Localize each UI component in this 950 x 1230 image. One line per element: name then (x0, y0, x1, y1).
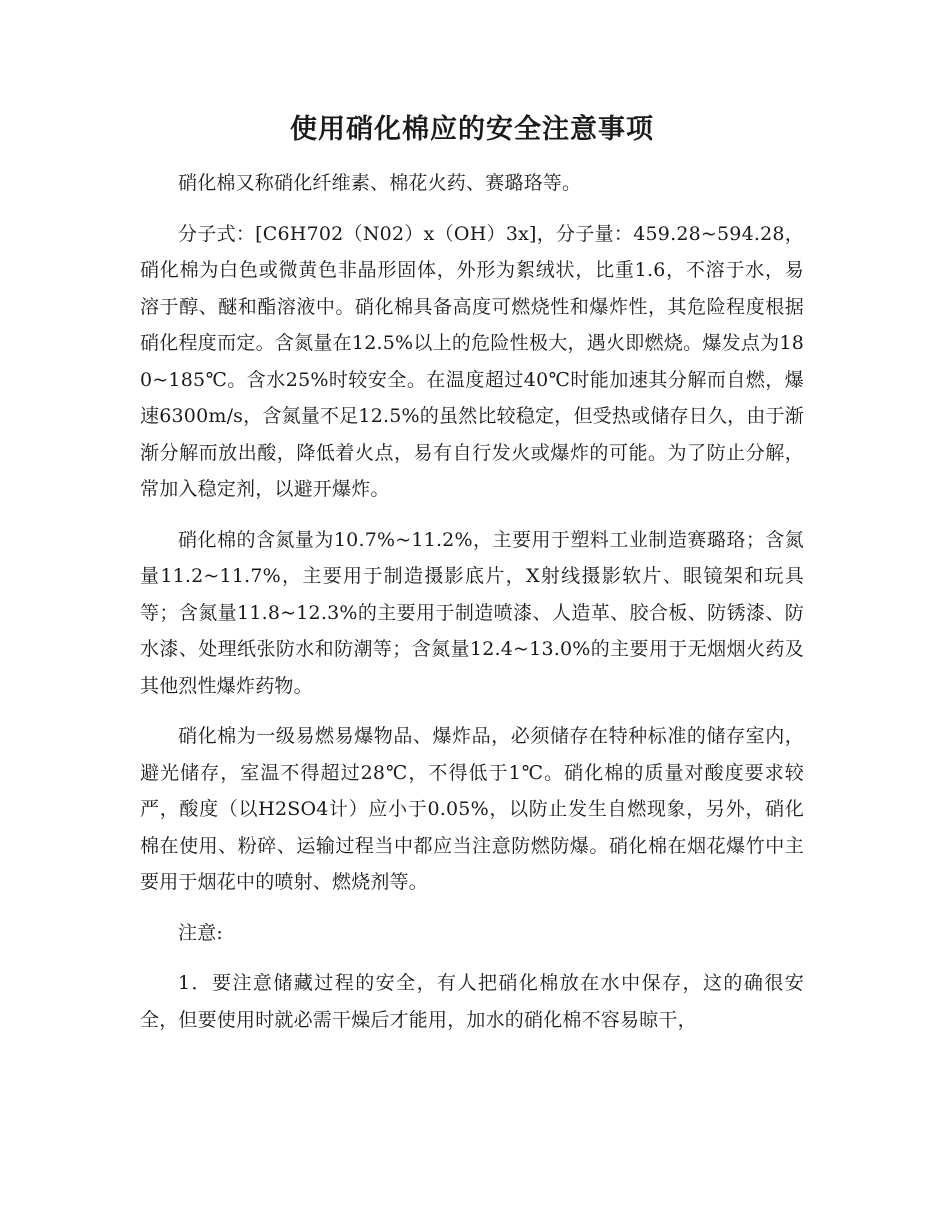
paragraph-note-heading: 注意: (178, 921, 224, 944)
paragraph-nitrogen-content: 硝化棉的含氮量为10.7%~11.2%，主要用于塑料工业制造赛璐珞；含氮量11.2~11.7%，主要用于制造摄影底片，X射线摄影软片、眼镜架和玩具等；含氮量11.8~12.3%的主要用于制造喷漆、人造革、胶合板、防锈漆、防水漆、处理纸张防水和防潮等；含氮量12.4~13.0%的主要用于无烟烟火药及其他烈性爆炸药物。 (140, 528, 804, 697)
paragraph-intro: 硝化棉又称硝化纤维素、棉花火药、赛璐珞等。 (178, 172, 582, 194)
paragraph-note-1: 1．要注意储藏过程的安全，有人把硝化棉放在水中保存，这的确很安全，但要使用时就必需干燥后才能用，加水的硝化棉不容易晾干， (140, 972, 804, 1031)
document-page (140, 108, 804, 1052)
document-title: 使用硝化棉应的安全注意事项 (290, 114, 654, 145)
paragraph-storage: 硝化棉为一级易燃易爆物品、爆炸品，必须储存在特种标准的储存室内，避光储存，室温不得超过28℃，不得低于1℃。硝化棉的质量对酸度要求较严，酸度（以H2SO4计）应小于0.05%，以防止发生自燃现象，另外，硝化棉在使用、粉碎、运输过程当中都应当注意防燃防爆。硝化棉在烟花爆竹中主要用于烟花中的喷射、燃烧剂等。 (140, 725, 804, 893)
paragraph-properties: 分子式：[C6H702（N02）x（OH）3x]，分子量：459.28~594.28，硝化棉为白色或微黄色非晶形固体，外形为絮绒状，比重1.6，不溶于水，易溶于醇、醚和酯溶液中。硝化棉具备高度可燃烧性和爆炸性，其危险程度根据硝化程度而定。含氮量在12.5%以上的危险性极大，遇火即燃烧。爆发点为180~185℃。含水25%时较安全。在温度超过40℃时能加速其分解而自燃，爆速6300m/s，含氮量不足12.5%的虽然比较稳定，但受热或储存日久，由于渐渐分解而放出酸，降低着火点，易有自行发火或爆炸的可能。为了防止分解，常加入稳定剂，以避开爆炸。 (140, 222, 804, 500)
